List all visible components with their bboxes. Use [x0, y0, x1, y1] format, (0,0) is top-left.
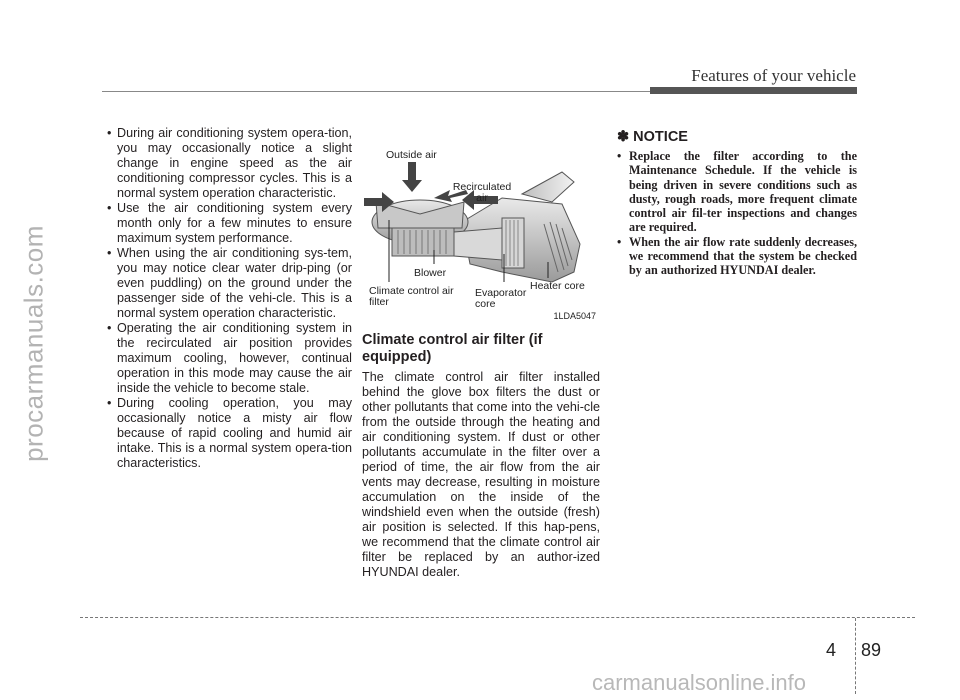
notice-column — [617, 126, 857, 278]
footer-divider — [855, 618, 856, 694]
bottom-watermark: carmanualsonline.info — [592, 670, 807, 695]
heater-core-label: Heater core — [530, 280, 585, 292]
ac-notes-list — [104, 126, 352, 471]
hvac-diagram — [362, 132, 600, 324]
list-item: • Use the air conditioning system every month only for a few minutes to ensure maximum system performance. — [104, 201, 352, 246]
left-column — [104, 126, 352, 471]
list-item: • During air conditioning system opera-tion, you may occasionally notice a slight change in engine speed as the air conditioning compressor cycles. This is a normal system operation characteristic. — [104, 126, 352, 201]
air-filter-label: Climate control air filter — [369, 285, 454, 308]
notice-item: • When the air flow rate suddenly decreases, we recommend that the system be checked by an authorized HYUNDAI dealer. — [617, 235, 857, 278]
section-body: The climate control air filter installed behind the glove box filters the dust or other pollutants that come into the vehi-cle from the outside through the heating and air conditioning system. If dust or other pollutants accumulate in the filter over a period of time, the air flow from the air vents may decrease, resulting in moisture accumulation on the inside of the windshield even when the outside (fresh) air position is selected. If this hap-pens, we recommend that the climate control air filter be replaced by an author-ized HYUNDAI dealer. — [362, 370, 600, 579]
list-item: • Operating the air conditioning system in the recirculated air position provides maximum cooling, however, continual operation in this mode may cause the air inside the vehicle to become stale. — [104, 321, 352, 396]
notice-title: ✽ NOTICE — [617, 129, 688, 145]
notice-list — [617, 149, 857, 278]
recirculated-air-label: Recirculated air — [452, 181, 512, 204]
header-bar — [650, 87, 857, 94]
footer-rule — [80, 617, 915, 618]
header-rule — [102, 91, 662, 92]
list-item: • During cooling operation, you may occasionally notice a misty air flow because of rapid cooling and humid air intake. This is a normal system opera-tion characteristics. — [104, 396, 352, 471]
blower-label: Blower — [414, 267, 447, 279]
middle-column — [362, 132, 600, 580]
page-number: 89 — [861, 640, 882, 660]
list-item: • When using the air conditioning sys-tem, you may notice clear water drip-ping (or even puddling) on the ground under the passenger side of the vehi-cle. This is a normal system operation characteristic. — [104, 246, 352, 321]
section-title: Climate control air filter (if equipped) — [362, 332, 543, 365]
figure-code: 1LDA5047 — [553, 311, 596, 321]
side-watermark: procarmanuals.com — [18, 225, 49, 462]
page-header-title: Features of your vehicle — [691, 66, 856, 85]
chapter-number: 4 — [826, 640, 837, 660]
evaporator-label: Evaporator core — [475, 287, 527, 310]
outside-air-label: Outside air — [386, 149, 437, 161]
notice-item: • Replace the filter according to the Maintenance Schedule. If the vehicle is being driven in severe conditions such as dusty, rough roads, more frequent climate control air fil-ter inspections and changes are required. — [617, 149, 857, 235]
